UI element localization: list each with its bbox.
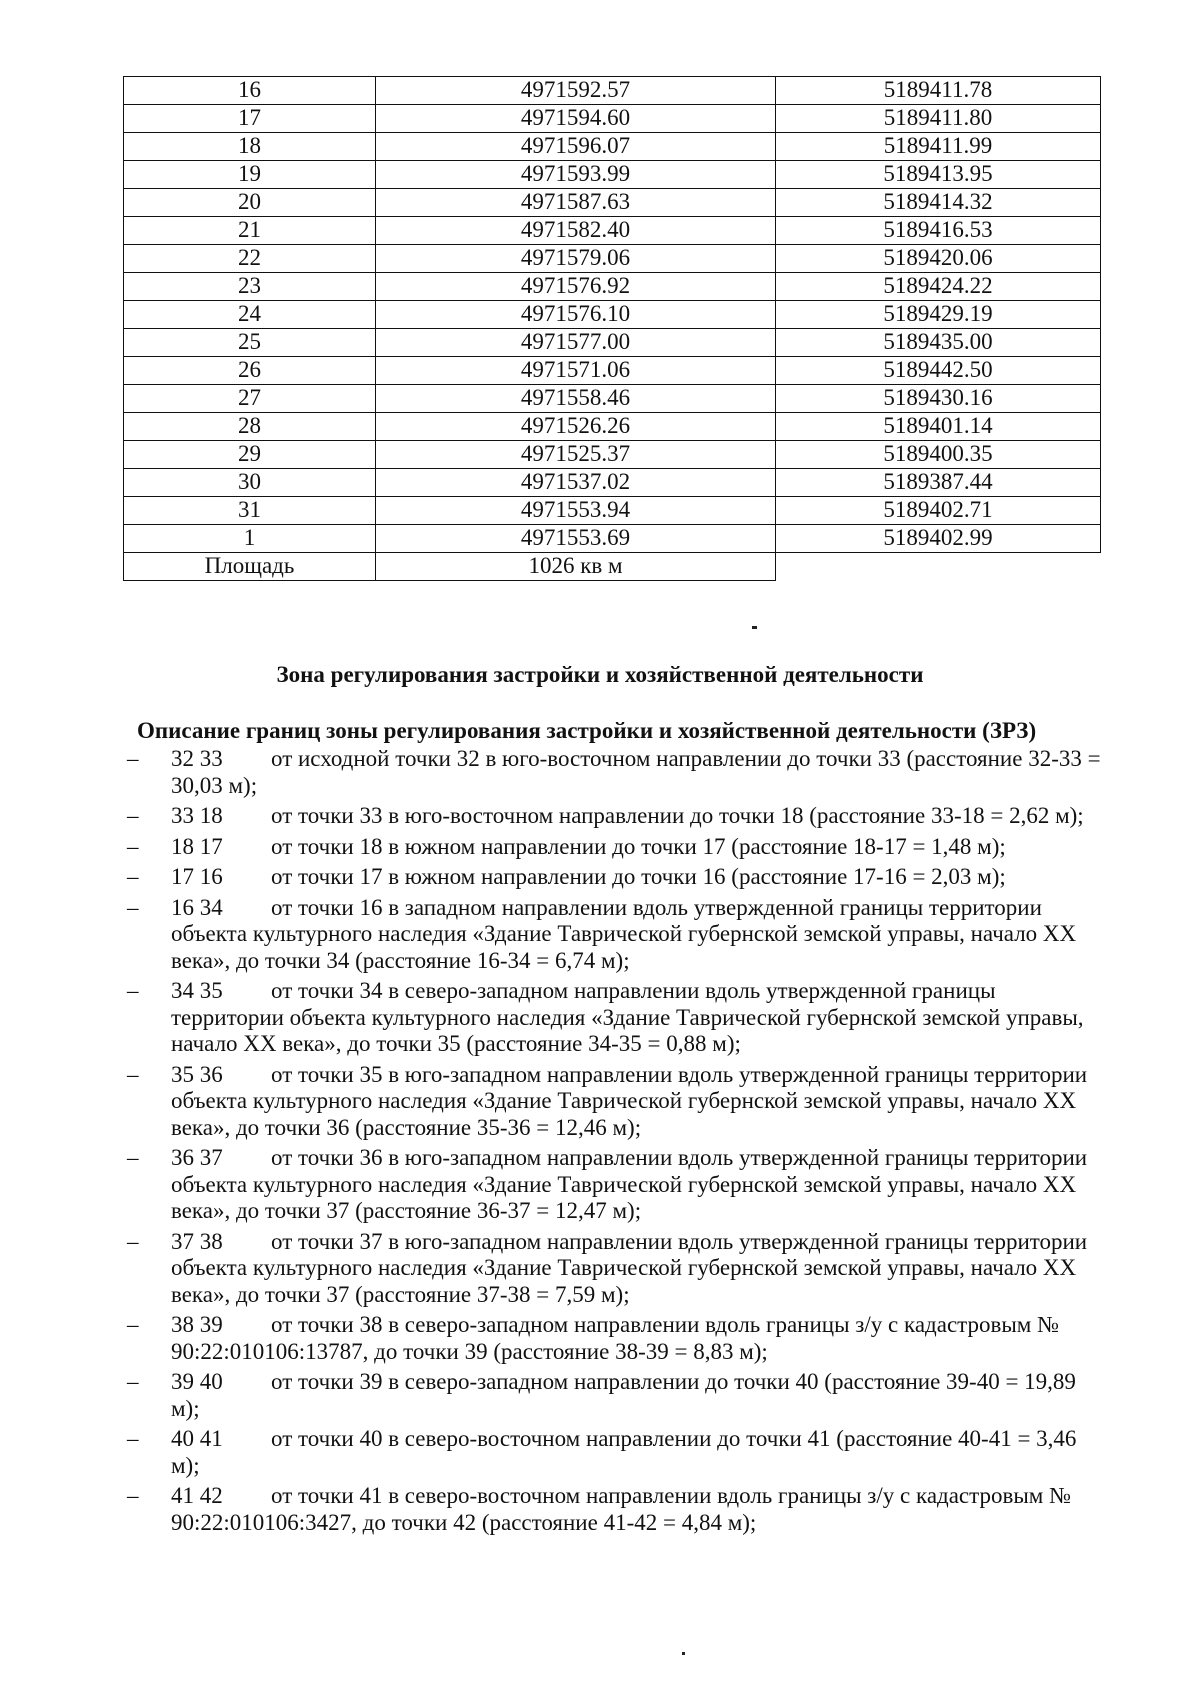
point-number-cell: 19 (124, 161, 376, 189)
point-number-cell: 29 (124, 441, 376, 469)
boundary-list (123, 746, 1103, 1540)
point-number-cell: 30 (124, 469, 376, 497)
zone-heading: Зона регулирования застройки и хозяйственной деятельности (276, 662, 924, 687)
y-coordinate-cell: 5189411.80 (776, 105, 1101, 133)
x-coordinate-cell: 4971582.40 (376, 217, 776, 245)
boundary-segment (123, 1369, 1103, 1422)
segment-points: 36 37 (171, 1145, 223, 1170)
segment-points: 16 34 (171, 894, 223, 920)
point-number-cell: 17 (124, 105, 376, 133)
table-row (124, 273, 1101, 301)
x-coordinate-cell: 4971594.60 (376, 105, 776, 133)
point-number-cell: 22 (124, 245, 376, 273)
segment-description: от точки 33 в юго-восточном направлении до точки 18 (расстояние 33-18 = 2,62 м); (271, 803, 1084, 828)
y-coordinate-cell: 5189429.19 (776, 301, 1101, 329)
boundary-segment (123, 1483, 1103, 1536)
segment-points: 38 39 (171, 1312, 223, 1337)
segment-description: от точки 34 в северо-западном направлении вдоль утвержденной границы территории объекта культурного наследия «Здание Таврической губернской земской управы, начало XX века», до точки 35 (расстояние 34-35 = 0,88 м); (171, 978, 1084, 1056)
list-dash-marker: – (127, 864, 139, 889)
x-coordinate-cell: 4971576.10 (376, 301, 776, 329)
point-number-cell: 25 (124, 329, 376, 357)
point-number-cell: 24 (124, 301, 376, 329)
x-coordinate-cell: 4971577.00 (376, 329, 776, 357)
segment-points: 35 36 (171, 1061, 223, 1087)
segment-points: 17 16 (171, 864, 223, 889)
y-coordinate-cell: 5189411.78 (776, 77, 1101, 105)
y-coordinate-cell: 5189400.35 (776, 441, 1101, 469)
list-dash-marker: – (127, 1312, 139, 1337)
description-heading: Описание границ зоны регулирования застройки и хозяйственной деятельности (ЗРЗ) (137, 718, 1037, 743)
segment-description: от точки 40 в северо-восточном направлении до точки 41 (расстояние 40-41 = 3,46 м); (171, 1426, 1077, 1478)
list-dash-marker: – (127, 746, 139, 771)
x-coordinate-cell: 4971587.63 (376, 189, 776, 217)
table-row (124, 77, 1101, 105)
y-coordinate-cell: 5189402.71 (776, 497, 1101, 525)
empty-cell (776, 553, 1101, 581)
table-row (124, 161, 1101, 189)
boundary-segment (123, 1062, 1103, 1142)
list-dash-marker: – (127, 833, 139, 859)
y-coordinate-cell: 5189411.99 (776, 133, 1101, 161)
point-number-cell: 28 (124, 413, 376, 441)
segment-points: 32 33 (171, 746, 223, 771)
x-coordinate-cell: 4971553.69 (376, 525, 776, 553)
segment-description: от точки 35 в юго-западном направлении вдоль утвержденной границы территории объекта культурного наследия «Здание Таврической губернской земской управы, начало XX века», до точки 36 (расстояние 35-36 = 12,46 м); (171, 1061, 1088, 1140)
boundary-segment (123, 803, 1103, 830)
segment-description: от точки 16 в западном направлении вдоль утвержденной границы территории объекта культурного наследия «Здание Таврической губернской земской управы, начало XX века», до точки 34 (расстояние 16-34 = 6,74 м); (171, 894, 1077, 973)
x-coordinate-cell: 4971537.02 (376, 469, 776, 497)
table-row (124, 469, 1101, 497)
table-row (124, 385, 1101, 413)
table-row (124, 245, 1101, 273)
segment-description: от точки 38 в северо-западном направлении вдоль границы з/у с кадастровым № 90:22:010106:13787, до точки 39 (расстояние 38-39 = 8,83 м); (171, 1312, 1060, 1364)
table-row (124, 441, 1101, 469)
point-number-cell: 31 (124, 497, 376, 525)
scan-speck (682, 1652, 685, 1655)
x-coordinate-cell: 4971579.06 (376, 245, 776, 273)
table-row (124, 133, 1101, 161)
list-dash-marker: – (127, 1228, 139, 1254)
x-coordinate-cell: 4971525.37 (376, 441, 776, 469)
boundary-segment (123, 895, 1103, 975)
segment-points: 37 38 (171, 1228, 223, 1254)
segment-points: 39 40 (171, 1369, 223, 1394)
segment-description: от точки 41 в северо-восточном направлении вдоль границы з/у с кадастровым № 90:22:010106:3427, до точки 42 (расстояние 41-42 = 4,84 м); (171, 1483, 1072, 1535)
boundary-segment (123, 746, 1103, 799)
y-coordinate-cell: 5189416.53 (776, 217, 1101, 245)
table-row (124, 497, 1101, 525)
point-number-cell: 27 (124, 385, 376, 413)
boundary-segment (123, 1229, 1103, 1309)
x-coordinate-cell: 4971576.92 (376, 273, 776, 301)
boundary-segment (123, 834, 1103, 861)
x-coordinate-cell: 4971558.46 (376, 385, 776, 413)
scan-speck (752, 626, 757, 629)
boundary-segment (123, 1145, 1103, 1225)
segment-description: от точки 37 в юго-западном направлении вдоль утвержденной границы территории объекта культурного наследия «Здание Таврической губернской земской управы, начало XX века», до точки 37 (расстояние 37-38 = 7,59 м); (171, 1228, 1088, 1307)
table-row (124, 301, 1101, 329)
segment-points: 40 41 (171, 1426, 223, 1451)
segment-description: от точки 17 в южном направлении до точки 16 (расстояние 17-16 = 2,03 м); (271, 864, 1006, 889)
area-label: Площадь (124, 553, 376, 581)
area-row (124, 553, 1101, 581)
boundary-segment (123, 1312, 1103, 1365)
table-row (124, 357, 1101, 385)
y-coordinate-cell: 5189414.32 (776, 189, 1101, 217)
table-row (124, 525, 1101, 553)
boundary-segment (123, 1426, 1103, 1479)
point-number-cell: 26 (124, 357, 376, 385)
y-coordinate-cell: 5189442.50 (776, 357, 1101, 385)
area-value: 1026 кв м (376, 553, 776, 581)
list-dash-marker: – (127, 1426, 139, 1451)
list-dash-marker: – (127, 1145, 139, 1170)
x-coordinate-cell: 4971592.57 (376, 77, 776, 105)
coordinates-table (123, 76, 1101, 581)
y-coordinate-cell: 5189430.16 (776, 385, 1101, 413)
x-coordinate-cell: 4971526.26 (376, 413, 776, 441)
segment-description: от исходной точки 32 в юго-восточном направлении до точки 33 (расстояние 32-33 = 30,03 м); (171, 746, 1101, 798)
y-coordinate-cell: 5189424.22 (776, 273, 1101, 301)
segment-description: от точки 18 в южном направлении до точки 17 (расстояние 18-17 = 1,48 м); (271, 833, 1006, 859)
y-coordinate-cell: 5189420.06 (776, 245, 1101, 273)
table-row (124, 189, 1101, 217)
x-coordinate-cell: 4971593.99 (376, 161, 776, 189)
boundary-segment (123, 978, 1103, 1058)
segment-description: от точки 36 в юго-западном направлении вдоль утвержденной границы территории объекта культурного наследия «Здание Таврической губернской земской управы, начало XX века», до точки 37 (расстояние 36-37 = 12,47 м); (171, 1145, 1088, 1223)
y-coordinate-cell: 5189413.95 (776, 161, 1101, 189)
boundary-segment (123, 864, 1103, 891)
list-dash-marker: – (127, 894, 139, 920)
y-coordinate-cell: 5189402.99 (776, 525, 1101, 553)
point-number-cell: 23 (124, 273, 376, 301)
segment-points: 34 35 (171, 978, 223, 1003)
list-dash-marker: – (127, 803, 139, 828)
list-dash-marker: – (127, 1483, 139, 1508)
point-number-cell: 20 (124, 189, 376, 217)
segment-points: 18 17 (171, 833, 223, 859)
list-dash-marker: – (127, 1369, 139, 1394)
table-row (124, 217, 1101, 245)
segment-points: 33 18 (171, 803, 223, 828)
point-number-cell: 1 (124, 525, 376, 553)
segment-points: 41 42 (171, 1483, 223, 1508)
list-dash-marker: – (127, 1061, 139, 1087)
point-number-cell: 18 (124, 133, 376, 161)
list-dash-marker: – (127, 978, 139, 1003)
x-coordinate-cell: 4971571.06 (376, 357, 776, 385)
y-coordinate-cell: 5189435.00 (776, 329, 1101, 357)
point-number-cell: 16 (124, 77, 376, 105)
y-coordinate-cell: 5189387.44 (776, 469, 1101, 497)
table-row (124, 329, 1101, 357)
table-row (124, 413, 1101, 441)
segment-description: от точки 39 в северо-западном направлении до точки 40 (расстояние 39-40 = 19,89 м); (171, 1369, 1076, 1421)
coordinates-table-body (124, 77, 1101, 581)
table-row (124, 105, 1101, 133)
x-coordinate-cell: 4971596.07 (376, 133, 776, 161)
y-coordinate-cell: 5189401.14 (776, 413, 1101, 441)
point-number-cell: 21 (124, 217, 376, 245)
x-coordinate-cell: 4971553.94 (376, 497, 776, 525)
